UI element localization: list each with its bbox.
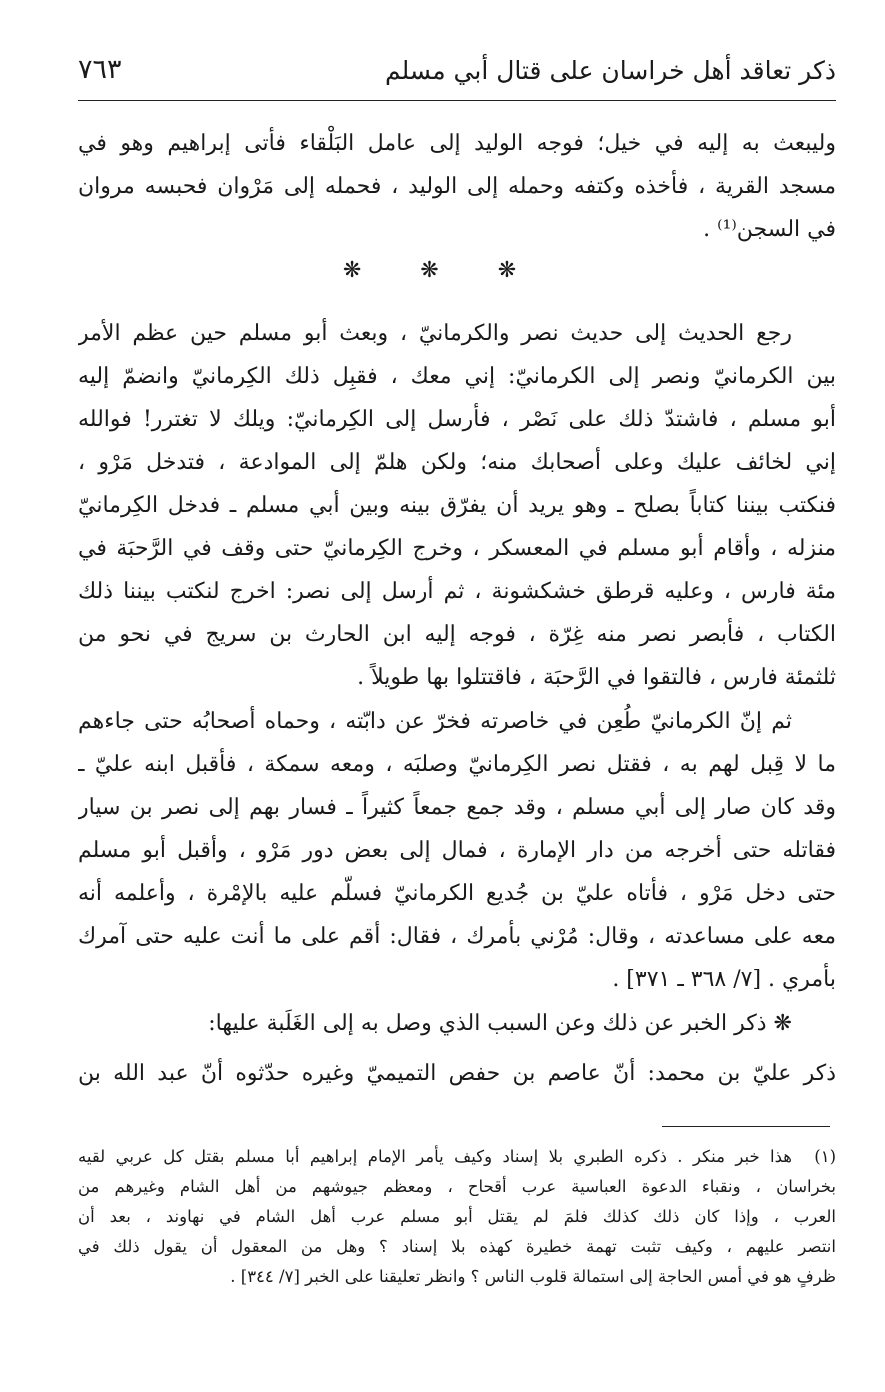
text-line: في السجن⁽¹⁾ . — [703, 217, 836, 242]
paragraph-2 — [78, 312, 836, 699]
section-separator: ❋ ❋ ❋ — [342, 258, 543, 283]
footnote-line — [78, 1142, 836, 1172]
footnote-rule — [662, 1126, 830, 1127]
text-line: حتى دخل مَرْو ، فأتاه عليّ بن جُديع الكرمانيّ فسلّم عليه بالإمْرة ، وأعلمه أنه — [78, 881, 836, 906]
paragraph-1 — [78, 122, 836, 251]
page-header — [78, 52, 836, 98]
footnote-line: انتصر عليهم ، وكيف تثبت تهمة خطيرة كهذه بلا إسناد ؟ وهل من المعقول أن يقول ذلك في — [78, 1237, 836, 1256]
text-line-content: ثم إنّ الكرمانيّ طُعِن في خاصرته فخرّ عن دابّته ، وحماه أصحابُه حتى جاءهم — [78, 709, 792, 734]
text-line-content: ❋ ذكر الخبر عن ذلك وعن السبب الذي وصل به إلى الغَلَبة عليها: — [208, 1011, 792, 1036]
text-line — [78, 1002, 836, 1045]
paragraph-4 — [78, 1002, 836, 1045]
text-line: ذكر عليّ بن محمد: أنّ عاصم بن حفص التميميّ وغيره حدّثوه أنّ عبد الله بن — [78, 1061, 836, 1086]
text-line: مسجد القرية ، فأخذه وكتفه وحمله إلى الوليد ، فحمله إلى مَرْوان فحبسه مروان — [78, 174, 836, 199]
footnote-line: العرب ، وإذا كان ذلك كذلك فلمَ لم يقتل أبو مسلم عرب أهل الشام في نهاوند ، بعد أن — [78, 1207, 836, 1226]
footnote-line: ظرفٍ هو في أمس الحاجة إلى استمالة قلوب الناس ؟ وانظر تعليقنا على الخبر [٧/ ٣٤٤] . — [230, 1267, 836, 1286]
footnote-line: بخراسان ، ونقباء الدعوة العباسية عرب أقحاح ، ومعظم جيوشهم من أهل الشام وغيرهم من — [78, 1177, 836, 1196]
text-line: مئة فارس ، وعليه قرطق خشكشونة ، ثم أرسل إلى نصر: اخرج لنكتب بيننا ذلك — [78, 579, 836, 604]
text-line: وقد كان صار إلى أبي مسلم ، وقد جمع جمعاً كثيراً ـ فسار بهم إلى نصر بن سيار — [78, 795, 836, 820]
footnote-number: (١) — [814, 1147, 836, 1166]
paragraph-3 — [78, 700, 836, 1001]
text-line: فقاتله حتى أخرجه من دار الإمارة ، فمال إلى بعض دور مَرْو ، وأقبل أبو مسلم — [78, 838, 836, 863]
text-line: إني لخائف عليك وعلى أصحابك منه؛ ولكن هلمّ إلى الموادعة ، فتدخل مَرْو ، — [78, 450, 836, 475]
paragraph-5 — [78, 1052, 836, 1095]
text-line: فنكتب بيننا كتاباً بصلح ـ وهو يريد أن يفرّق بينه وبين أبي مسلم ـ فدخل الكِرمانيّ — [78, 493, 836, 518]
text-line: الكتاب ، فأبصر نصر منه غِرّة ، فوجه إليه ابن الحارث بن سريج في نحو من — [78, 622, 836, 647]
text-line: ثلثمئة فارس ، فالتقوا في الرَّحبَة ، فاقتتلوا بها طويلاً . — [357, 665, 836, 690]
text-line: منزله ، وأقام أبو مسلم في المعسكر ، وخرج الكِرمانيّ حتى وقف في الرَّحبَة في — [78, 536, 836, 561]
text-line: بين الكرمانيّ ونصر إلى الكرمانيّ: إني معك ، فقبِل ذلك الكِرمانيّ وانضمّ إليه — [78, 364, 836, 389]
text-line-content: رجع الحديث إلى حديث نصر والكرمانيّ ، وبعث أبو مسلم حين عظم الأمر — [78, 321, 792, 346]
page-number: ٧٦٣ — [78, 54, 122, 85]
text-line: أبو مسلم ، فاشتدّ ذلك على نَصْر ، فأرسل إلى الكِرمانيّ: ويلك لا تغترر! فوالله — [78, 407, 836, 432]
running-title: ذكر تعاقد أهل خراسان على قتال أبي مسلم — [384, 56, 836, 85]
text-line — [78, 700, 836, 743]
text-line — [78, 312, 836, 355]
text-line: بأمري . [٧/ ٣٦٨ ـ ٣٧١] . — [612, 967, 836, 992]
text-line: ما لا قِبل لهم به ، فقتل نصر الكِرمانيّ وصلبَه ، ومعه سمكة ، فأقبل ابنه عليّ ـ — [78, 752, 836, 777]
header-rule — [78, 100, 836, 101]
text-line: وليبعث به إليه في خيل؛ فوجه الوليد إلى عامل البَلْقاء فأتى إبراهيم وهو في — [78, 131, 836, 156]
footnote-text: هذا خبر منكر . ذكره الطبري بلا إسناد وكيف يأمر الإمام إبراهيم أبا مسلم بقتل كل عربي لقيه — [78, 1147, 792, 1166]
text-line: معه على مساعدته ، وقال: مُرْني بأمرك ، فقال: أقم على ما أنت عليه حتى آمرك — [78, 924, 836, 949]
footnote — [78, 1142, 836, 1292]
